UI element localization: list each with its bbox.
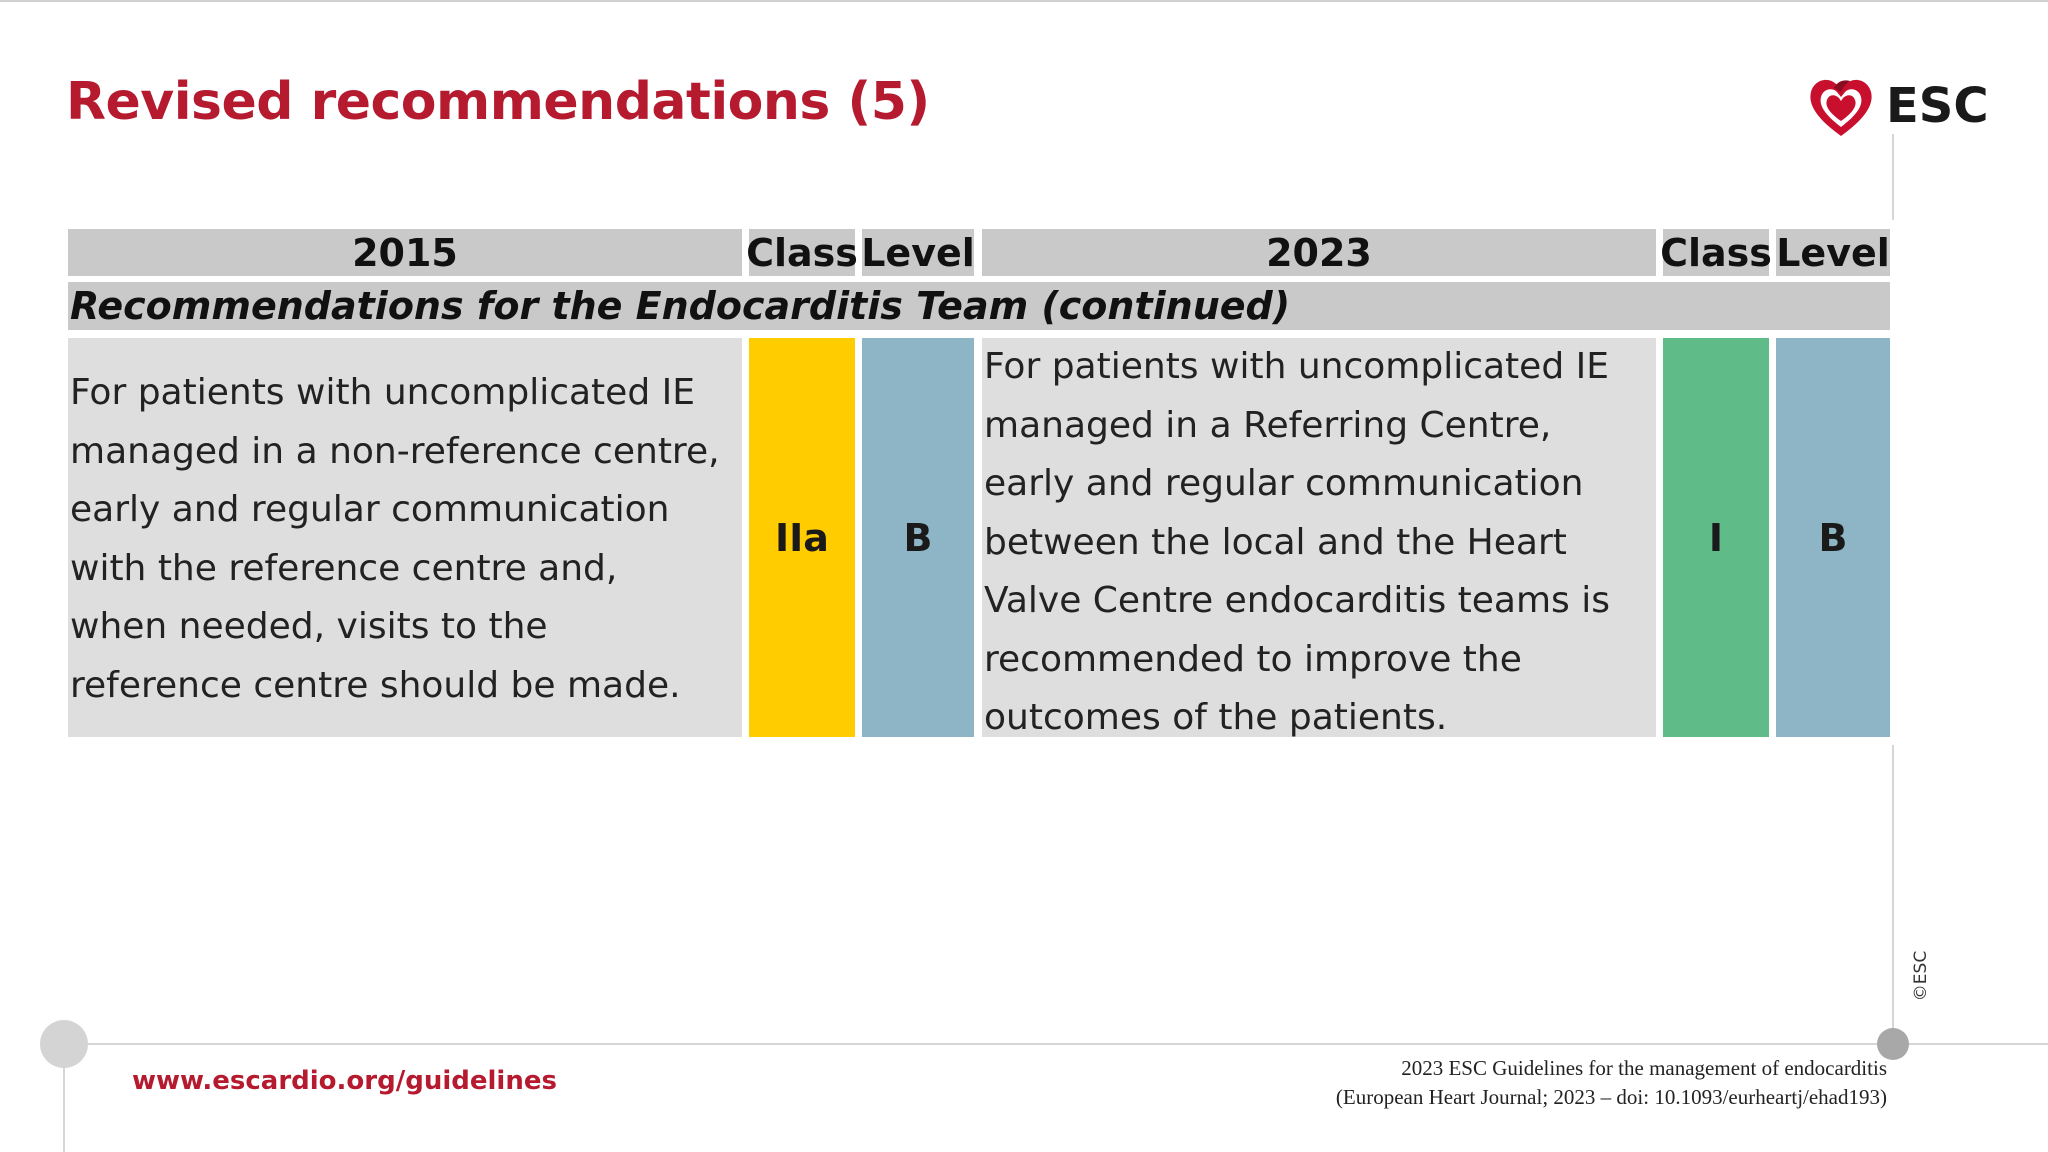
- copyright-notice: [1912, 948, 1942, 1008]
- copyright-text: ©ESC: [1911, 950, 1932, 1002]
- frame-line-right-bottom: [1892, 745, 1894, 1045]
- recommendation-2015: [68, 338, 742, 737]
- slide-title: Revised recommendations (5): [66, 72, 930, 132]
- class-2015-badge: IIa: [749, 338, 855, 737]
- level-2023-badge: B: [1776, 338, 1890, 737]
- citation: [1336, 1054, 1887, 1112]
- text-2023-line: managed in a Referring Centre,: [984, 404, 1552, 446]
- guidelines-link[interactable]: www.escardio.org/guidelines: [132, 1066, 557, 1096]
- citation-line-1: 2023 ESC Guidelines for the management of endocarditis: [1401, 1056, 1887, 1080]
- text-2015-line: early and regular communication: [70, 489, 670, 530]
- text-2015-line: when needed, visits to the: [70, 606, 548, 647]
- frame-dot-left: [40, 1020, 88, 1068]
- level-2015-badge: B: [862, 338, 974, 737]
- top-border: [0, 0, 2048, 2]
- header-class-2023: Class: [1660, 230, 1772, 275]
- text-2023-line: Valve Centre endocarditis teams is: [984, 580, 1610, 621]
- header-class-2015: Class: [746, 230, 858, 275]
- frame-line-right-top: [1892, 134, 1894, 220]
- esc-logo: [1806, 72, 1989, 142]
- text-2023-line: early and regular communication: [984, 463, 1584, 504]
- header-level-2015: Level: [861, 230, 975, 275]
- section-title: Recommendations for the Endocarditis Team (continued): [68, 282, 1890, 330]
- text-2015-line: managed in a non-reference centre,: [70, 430, 720, 472]
- frame-line-bottom: [63, 1043, 2048, 1045]
- text-2023-line: between the local and the Heart: [984, 521, 1567, 563]
- text-2023-line: recommended to improve the: [984, 638, 1522, 680]
- text-2023-line: For patients with uncomplicated IE: [984, 346, 1609, 387]
- recommendation-2023: [982, 338, 1656, 737]
- text-2015-line: reference centre should be made.: [70, 664, 681, 706]
- citation-line-2: (European Heart Journal; 2023 – doi: 10.1093/eurheartj/ehad193): [1335, 1085, 1887, 1109]
- text-2023-line: outcomes of the patients.: [984, 697, 1448, 738]
- header-2015: 2015: [68, 229, 742, 276]
- header-level-2023: Level: [1776, 230, 1890, 275]
- text-2015-line: For patients with uncomplicated IE: [70, 372, 695, 413]
- header-2023: 2023: [982, 229, 1656, 276]
- text-2015-line: with the reference centre and,: [70, 547, 618, 589]
- class-2023-badge: I: [1663, 338, 1769, 737]
- logo-text: ESC: [1886, 78, 1989, 134]
- heart-logo-icon: [1806, 72, 1876, 142]
